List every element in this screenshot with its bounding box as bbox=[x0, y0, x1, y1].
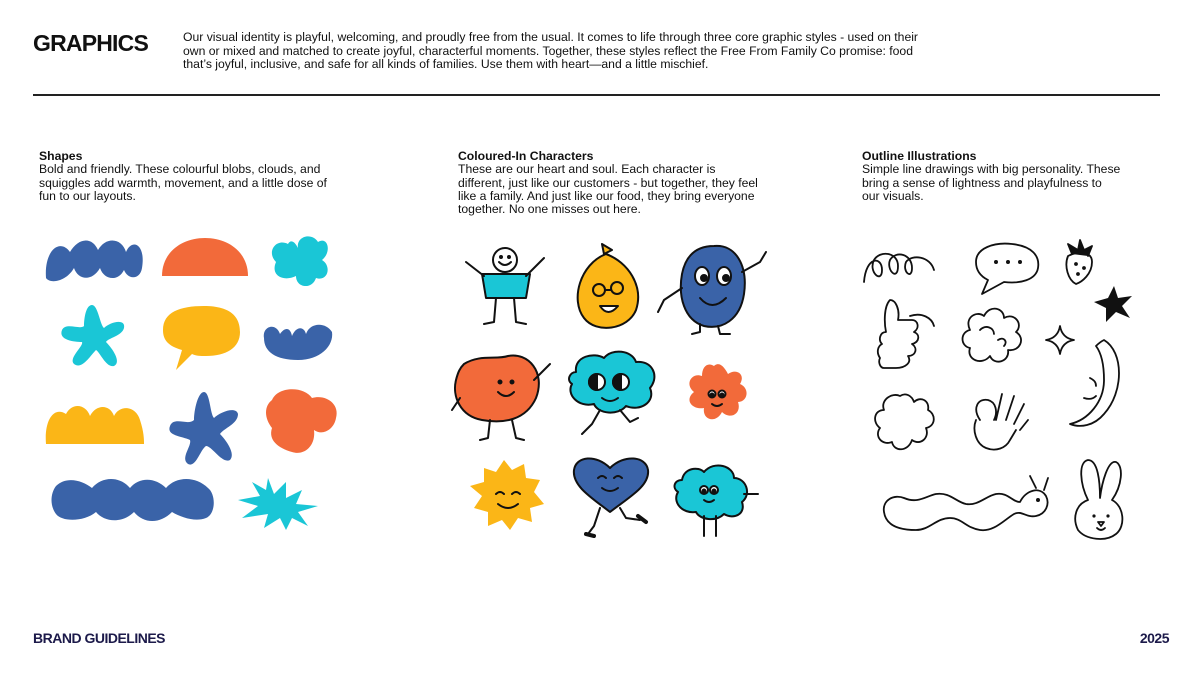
orange-flower-character bbox=[689, 364, 746, 419]
ok-hand-icon bbox=[974, 394, 1028, 450]
blue-round-character bbox=[658, 246, 766, 334]
page-title: GRAPHICS bbox=[33, 30, 149, 56]
cyan-cloud-character bbox=[569, 352, 654, 434]
cyan-clover-shape bbox=[272, 236, 328, 286]
orange-blob-shape bbox=[266, 389, 337, 453]
footer-brand-guidelines: BRAND GUIDELINES bbox=[33, 630, 166, 646]
yellow-scallop-shape bbox=[46, 406, 144, 444]
shapes-heading: Shapes bbox=[39, 149, 83, 163]
intro-text: Our visual identity is playful, welcoming, and proudly free from the usual. It comes to life through three core graphic styles - used on their own or mixed and matched to create joyful, characterful moments. Together, these styles reflect the Free From Family Co promise: food that’s joyful, inclusive, and safe for all kinds of families. Use them with heart—and a little mischief. bbox=[183, 30, 918, 72]
cyan-fluffy-character bbox=[675, 465, 758, 536]
yellow-speech-bubble-shape bbox=[163, 306, 240, 370]
characters-group bbox=[452, 244, 766, 536]
footer-year: 2025 bbox=[1139, 630, 1169, 646]
shapes-group bbox=[46, 236, 337, 530]
yellow-lemon-character bbox=[578, 244, 638, 328]
blue-star-shape bbox=[169, 392, 238, 465]
caterpillar-icon bbox=[884, 476, 1048, 530]
orange-half-circle-shape bbox=[162, 238, 248, 276]
flower-outline-icon bbox=[963, 309, 1022, 362]
thumbs-up-icon bbox=[878, 300, 934, 368]
outlines-heading: Outline Illustrations bbox=[862, 149, 977, 163]
characters-description: These are our heart and soul. Each character is different, just like our customers - but together, they feel like a family. And just like our food, they bring everyone together. No one misses out here. bbox=[458, 162, 758, 217]
cyan-star-shape bbox=[61, 305, 124, 366]
loop-squiggle-icon bbox=[864, 254, 934, 282]
cyan-burst-shape bbox=[238, 478, 318, 530]
strawberry-icon bbox=[1066, 240, 1092, 284]
speech-bubble-icon bbox=[976, 244, 1038, 294]
yellow-sun-character bbox=[470, 460, 544, 530]
bunny-icon bbox=[1075, 460, 1122, 539]
characters-heading: Coloured-In Characters bbox=[458, 149, 594, 163]
cyan-skirt-character bbox=[466, 248, 544, 324]
blue-wave-shape bbox=[46, 240, 143, 281]
blue-squiggle-shape bbox=[52, 479, 214, 521]
flower-shape-outline-icon bbox=[875, 394, 934, 449]
shapes-description: Bold and friendly. These colourful blobs, clouds, and squiggles add warmth, movement, and a little dose of fun to our layouts. bbox=[39, 162, 327, 203]
crescent-moon-icon bbox=[1070, 340, 1119, 426]
outlines-description: Simple line drawings with big personality. These bring a sense of lightness and playfulness to our visuals. bbox=[862, 162, 1121, 203]
outlines-group bbox=[864, 240, 1132, 539]
blue-crown-shape bbox=[264, 325, 332, 360]
black-star-icon bbox=[1094, 286, 1132, 322]
sparkle-icon bbox=[1046, 326, 1074, 354]
blue-heart-character bbox=[574, 458, 648, 536]
orange-heart-character bbox=[452, 355, 550, 440]
